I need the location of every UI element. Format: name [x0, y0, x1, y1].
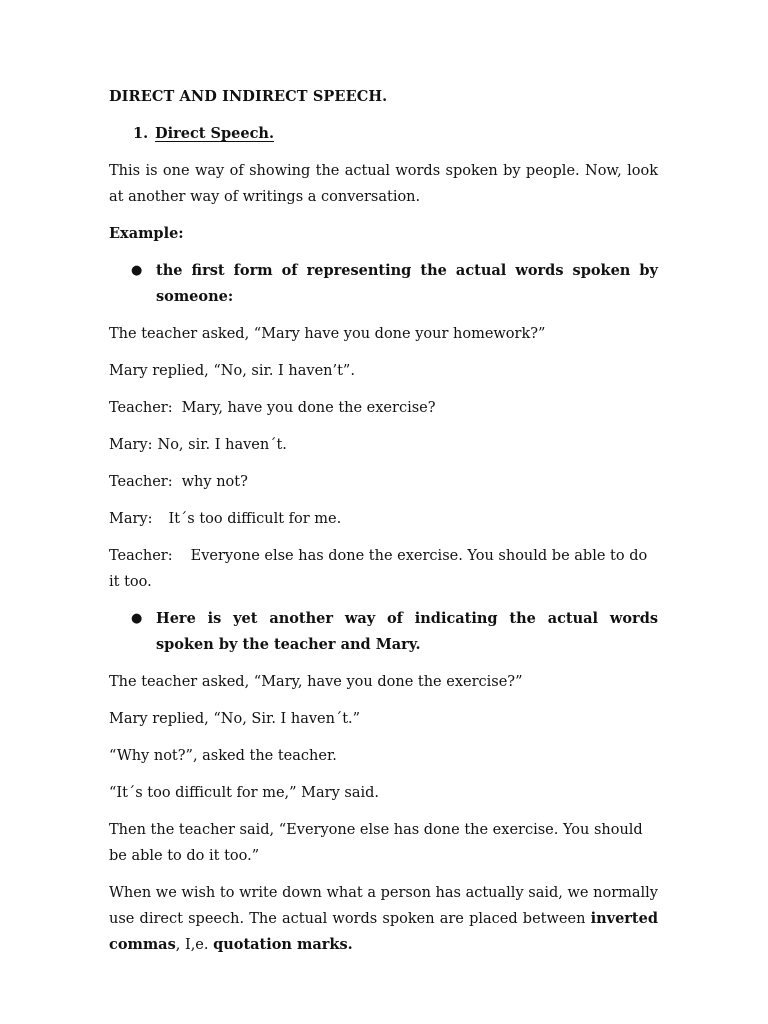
- closing-bold-term: quotation marks.: [213, 936, 353, 953]
- form2-line: “It´s too difficult for me,” Mary said.: [109, 785, 379, 801]
- section-title: Direct Speech.: [155, 125, 275, 142]
- form2-line: “Why not?”, asked the teacher.: [109, 748, 337, 764]
- dialogue-speaker: Mary:: [109, 437, 153, 453]
- dialogue-line: [109, 506, 658, 532]
- closing-text: When we wish to write down what a person has actually said, we normally use direct speech. The actual words spoken are placed between: [109, 885, 658, 927]
- closing-bold-term: inverted commas: [109, 910, 658, 953]
- dialogue-line: [109, 432, 658, 458]
- dialogue-speaker: Teacher:: [109, 400, 173, 416]
- form2-line: Mary replied, “No, Sir. I haven´t.”: [109, 711, 361, 727]
- bullet-icon: ●: [131, 611, 143, 626]
- dialogue-line: [109, 395, 658, 421]
- form2-line: The teacher asked, “Mary, have you done the exercise?”: [109, 674, 523, 690]
- section-number: 1.: [133, 125, 149, 142]
- dialogue-speaker: Mary:: [109, 511, 153, 527]
- form1-line: The teacher asked, “Mary have you done your homework?”: [109, 326, 546, 342]
- closing-text: , I,e.: [175, 937, 214, 953]
- bullet-text: the first form of representing the actual words spoken by someone:: [156, 262, 658, 305]
- dialogue-speaker: Teacher:: [109, 548, 173, 564]
- dialogue-text: No, sir. I haven´t.: [157, 437, 287, 453]
- form1-line: Mary replied, “No, sir. I haven’t”.: [109, 363, 355, 379]
- dialogue-text: Mary, have you done the exercise?: [181, 400, 436, 416]
- intro-paragraph: This is one way of showing the actual words spoken by people. Now, look at another way of writings a conversation.: [109, 163, 658, 205]
- dialogue-text: Everyone else has done the exercise. You should be able to do it too.: [109, 548, 648, 590]
- form2-line: Then the teacher said, “Everyone else has done the exercise. You should be able to do it too.”: [109, 822, 643, 864]
- dialogue-text: It´s too difficult for me.: [168, 511, 342, 527]
- document-title: DIRECT AND INDIRECT SPEECH.: [109, 88, 388, 105]
- bullet-item-first-form: [109, 258, 658, 310]
- section-heading: [109, 121, 658, 147]
- closing-paragraph: [109, 880, 658, 958]
- document-page: [109, 84, 658, 969]
- bullet-text: Here is yet another way of indicating the actual words spoken by the teacher and Mary.: [156, 610, 658, 653]
- dialogue-speaker: Teacher:: [109, 474, 173, 490]
- bullet-icon: ●: [131, 263, 143, 278]
- example-label: Example:: [109, 225, 184, 242]
- bullet-item-another-way: [109, 606, 658, 658]
- dialogue-line: [109, 543, 658, 595]
- dialogue-text: why not?: [181, 474, 248, 490]
- dialogue-line: [109, 469, 658, 495]
